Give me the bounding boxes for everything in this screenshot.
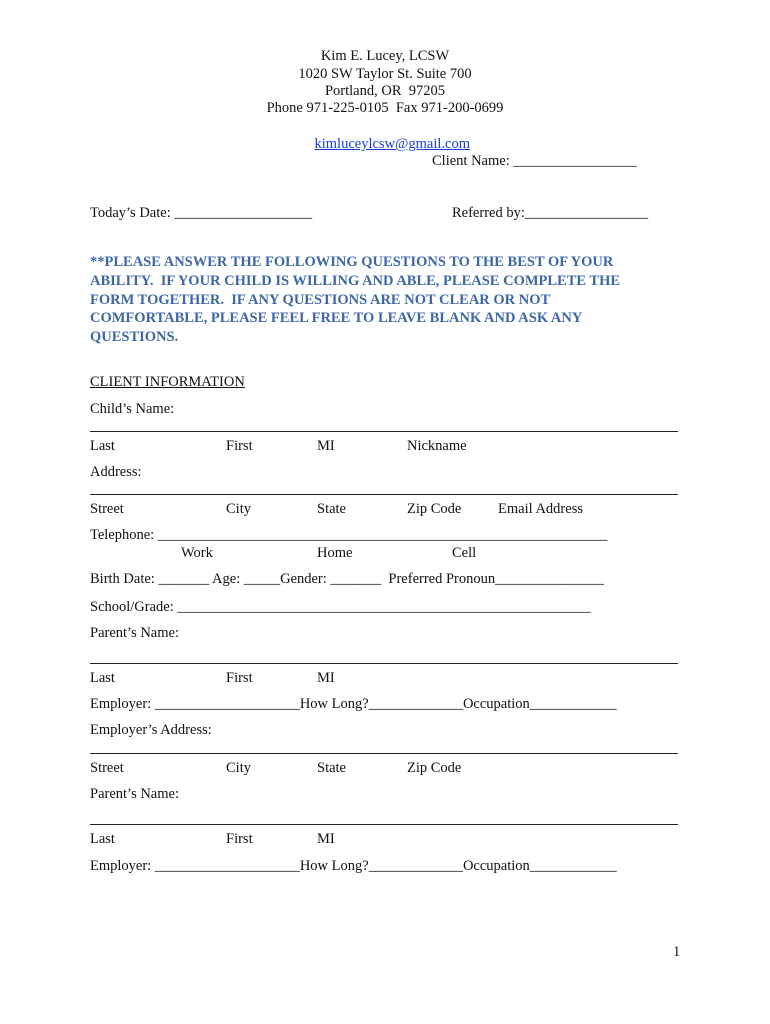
parent1-employer-field[interactable]: Employer: ____________________How Long?_____________Occupation____________ [90, 696, 617, 712]
parent1-employer-address-label: Employer’s Address: [90, 722, 212, 738]
mi-label: MI [317, 438, 335, 454]
state-label: State [317, 501, 346, 517]
parent1-name-label: Parent’s Name: [90, 625, 179, 641]
school-grade-field[interactable]: School/Grade: _________________________________________________________ [90, 599, 591, 615]
notice-line: ABILITY. IF YOUR CHILD IS WILLING AND ABLE, PLEASE COMPLETE THE [90, 272, 621, 289]
home-label: Home [317, 545, 353, 561]
city-label: City [226, 501, 251, 517]
parent1-name-line[interactable] [90, 663, 678, 664]
parent2-mi-label: MI [317, 831, 335, 847]
telephone-field[interactable]: Telephone: ______________________________________________________________ [90, 527, 608, 543]
provider-phone-fax: Phone 971-225-0105 Fax 971-200-0699 [266, 100, 504, 116]
provider-address-line1: 1020 SW Taylor St. Suite 700 [298, 66, 472, 82]
childs-name-line[interactable] [90, 431, 678, 432]
parent2-first-label: First [226, 831, 253, 847]
notice-line: **PLEASE ANSWER THE FOLLOWING QUESTIONS TO THE BEST OF YOUR [90, 254, 614, 270]
parent2-name-label: Parent’s Name: [90, 786, 179, 802]
address-label: Address: [90, 464, 142, 480]
zip-code-label: Zip Code [407, 501, 462, 517]
parent1-last-label: Last [90, 670, 115, 686]
email-address-label: Email Address [498, 501, 583, 517]
referred-by-field[interactable]: Referred by:_________________ [452, 205, 649, 221]
nickname-label: Nickname [407, 438, 467, 454]
notice-line: QUESTIONS. [90, 329, 179, 346]
parent1-mi-label: MI [317, 670, 335, 686]
provider-address-line2: Portland, OR 97205 [324, 83, 446, 99]
client-name-field[interactable]: Client Name: _________________ [432, 153, 637, 169]
street-label: Street [90, 501, 124, 517]
client-information-heading: CLIENT INFORMATION [90, 374, 245, 390]
birth-age-gender-field[interactable]: Birth Date: _______ Age: _____Gender: _______ Preferred Pronoun_______________ [90, 571, 604, 587]
work-label: Work [181, 545, 213, 561]
parent1-street-label: Street [90, 760, 124, 776]
notice-line: COMFORTABLE, PLEASE FEEL FREE TO LEAVE BLANK AND ASK ANY [90, 310, 583, 327]
parent1-state-label: State [317, 760, 346, 776]
todays-date-field[interactable]: Today’s Date: ___________________ [90, 205, 313, 221]
address-line[interactable] [90, 494, 678, 495]
childs-name-label: Child’s Name: [90, 401, 175, 417]
parent1-city-label: City [226, 760, 251, 776]
parent2-employer-field[interactable]: Employer: ____________________How Long?_____________Occupation____________ [90, 858, 617, 874]
parent1-first-label: First [226, 670, 253, 686]
last-label: Last [90, 438, 115, 454]
page-number: 1 [673, 944, 681, 960]
parent2-last-label: Last [90, 831, 115, 847]
notice-line: FORM TOGETHER. IF ANY QUESTIONS ARE NOT CLEAR OR NOT [90, 291, 551, 308]
parent2-name-line[interactable] [90, 824, 678, 825]
parent1-employer-address-line[interactable] [90, 753, 678, 754]
first-label: First [226, 438, 253, 454]
provider-name: Kim E. Lucey, LCSW [320, 48, 450, 64]
provider-email-link[interactable]: kimluceylcsw@gmail.com [314, 136, 470, 152]
parent1-zip-code-label: Zip Code [407, 760, 462, 776]
instructions-notice [90, 253, 690, 347]
cell-label: Cell [452, 545, 477, 561]
